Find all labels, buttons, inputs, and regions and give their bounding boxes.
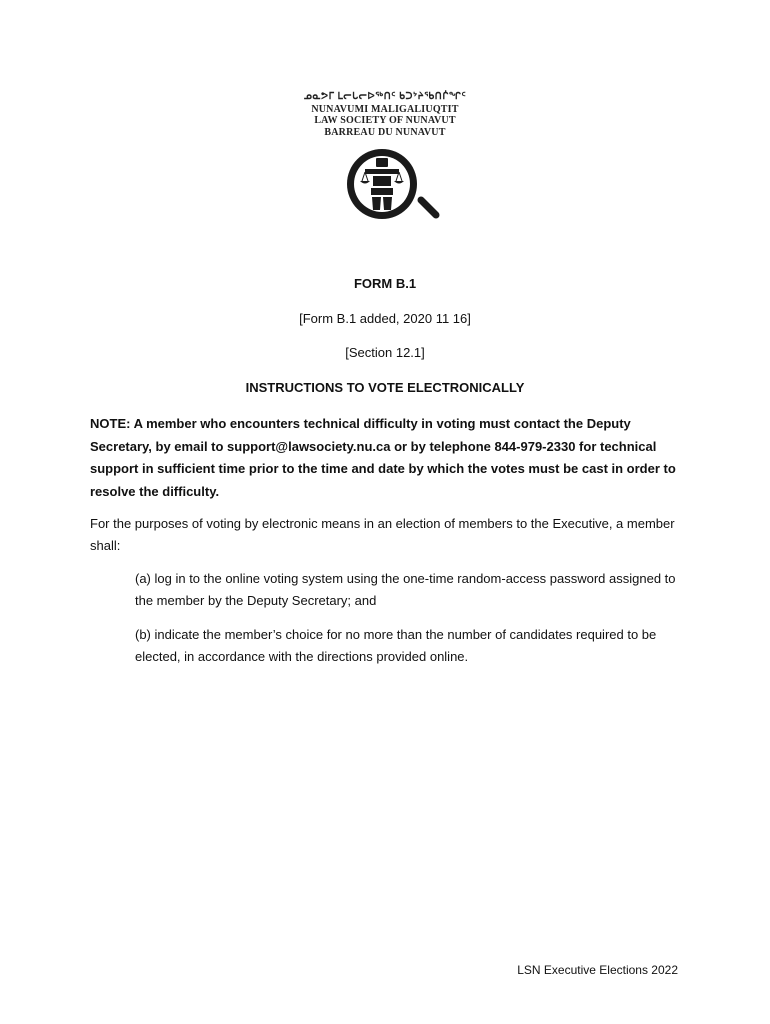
form-title: FORM B.1 <box>353 276 417 291</box>
instruction-item-a: (a) log in to the online voting system using the one-time random-access password assigned to the member by the Deputy Secretary; and <box>135 571 676 608</box>
form-added-note: [Form B.1 added, 2020 11 16] <box>299 311 471 326</box>
intro-paragraph: For the purposes of voting by electronic means in an election of members to the Executive, a member shall: <box>90 516 675 553</box>
technical-support-note: NOTE: A member who encounters technical difficulty in voting must contact the Deputy Secretary, by email to support@lawsociety.nu.ca or by telephone 844-979-2330 for technical support in sufficient time prior to the time and date by which the votes must be cast in order to resolve the difficulty. <box>90 416 676 499</box>
organization-logo-text <box>285 92 485 138</box>
org-name-french: BARREAU DU NUNAVUT <box>324 126 446 138</box>
org-name-syllabics: ᓄᓇᕗᒥ ᒪᓕᒐᓕᐅᖅᑎᑦ ᑲᑐᔾᔨᖃᑎᒌᖏᑦ <box>303 92 467 102</box>
inukshuk-scales-magnifier-icon <box>339 148 447 230</box>
instruction-item-b: (b) indicate the member’s choice for no more than the number of candidates required to be elected, in accordance with the directions provided online. <box>135 627 657 664</box>
org-name-inuinnaqtun: NUNAVUMI MALIGALIUQTIT <box>311 103 459 115</box>
section-reference: [Section 12.1] <box>345 345 425 360</box>
instructions-heading: INSTRUCTIONS TO VOTE ELECTRONICALLY <box>245 380 525 395</box>
org-name-english: LAW SOCIETY OF NUNAVUT <box>314 115 456 126</box>
page-footer: LSN Executive Elections 2022 <box>517 963 678 977</box>
